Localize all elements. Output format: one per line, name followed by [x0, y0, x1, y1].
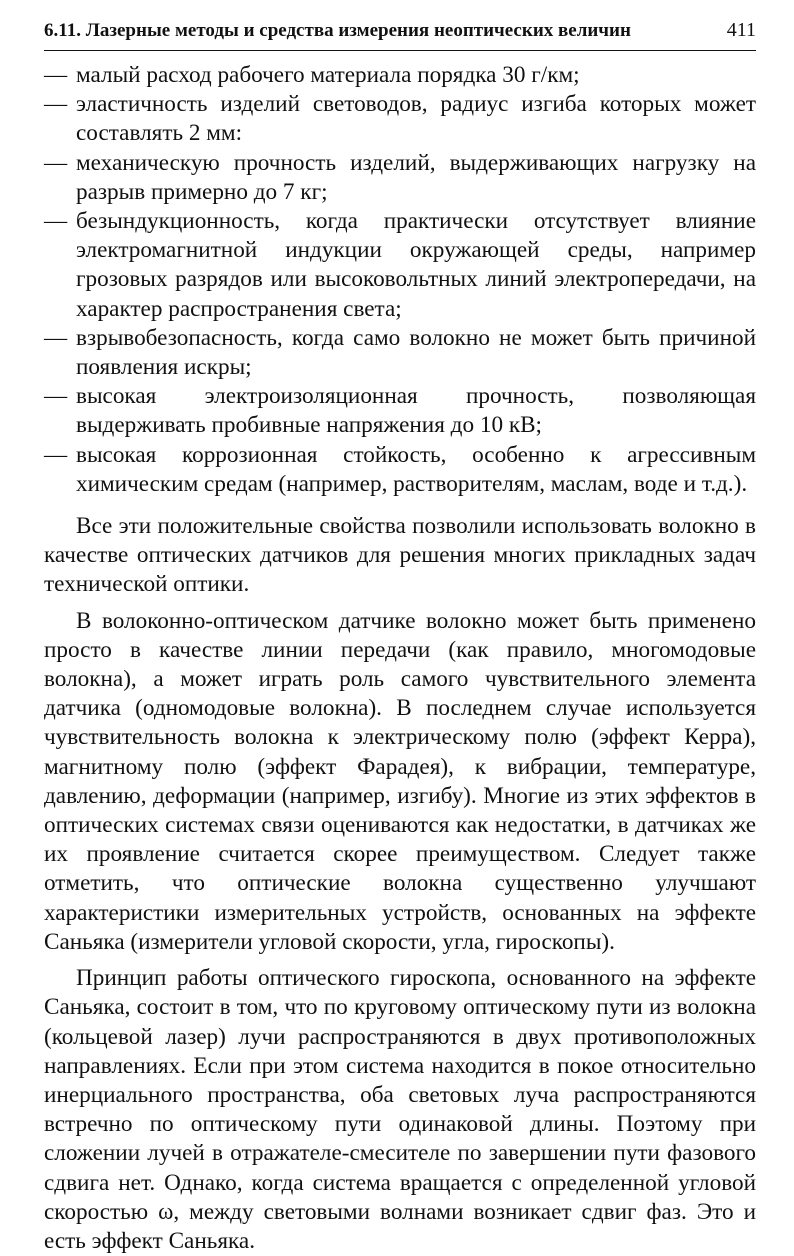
list-item-text: малый расход рабочего материала порядка 30 г/км;	[76, 62, 580, 88]
list-item	[44, 61, 756, 90]
list-dash: —	[44, 62, 68, 88]
properties-list	[44, 61, 756, 499]
list-dash: —	[44, 324, 68, 351]
paragraph-gyroscope-principle: Принцип работы оптического гироскопа, основанного на эффекте Саньяка, состоит в том, что по круговому оптическому пути из волокна (кольцевой лазер) лучи распространяются в двух противоположных направлениях. Если при этом система находится в покое относительно инерциального пространства, оба световых луча распространяются встречно по оптическому пути одинаковой длины. Поэтому при сложении лучей в отражателе-смесителе по завершении пути фазового сдвига нет. Однако, когда система вращается с определенной угловой скоростью ω, между световыми волнами возникает сдвиг фаз. Это и есть эффект Саньяка.	[44, 965, 756, 1254]
list-dash: —	[44, 441, 68, 468]
list-item	[44, 382, 756, 440]
paragraph-sensor-types: В волоконно-оптическом датчике волокно может быть применено просто в качестве линии передачи (как правило, многомодовые волокна), а может играть роль самого чувствительного элемента датчика (одномодовые волокна). В последнем случае используется чувствительность волокна к электрическому полю (эффект Керра), магнитному полю (эффект Фарадея), к вибрации, температуре, давлению, деформации (например, изгибу). Многие из этих эффектов в оптических системах связи оцениваются как недостатки, в датчиках же их проявление считается скорее преимуществом. Следует также отметить, что оптические волокна существенно улучшают характеристики измерительных устройств, основанных на эффекте Саньяка (измерители угловой скорости, угла, гироскопы).	[44, 607, 756, 955]
list-item-text: безындукционность, когда практически отсутствует влияние электромагнитной индукции окружающей среды, например грозовых разрядов или высоковольтных линий электропередачи, на характер распространения света;	[76, 208, 756, 322]
list-item	[44, 324, 756, 382]
list-item	[44, 149, 756, 207]
list-item-text: взрывобезопасность, когда само волокно не может быть причиной появления искры;	[76, 324, 756, 381]
list-item-text: высокая коррозионная стойкость, особенно к агрессивным химическим средам (например, растворителям, маслам, воде и т.д.).	[76, 441, 756, 497]
page-number: 411	[726, 19, 756, 41]
book-page	[44, 18, 756, 1256]
list-dash: —	[44, 91, 68, 118]
list-dash: —	[44, 149, 68, 176]
list-item	[44, 90, 756, 148]
list-item	[44, 207, 756, 324]
list-item-text: механическую прочность изделий, выдерживающих нагрузку на разрыв примерно до 7 кг;	[76, 149, 756, 205]
running-header	[44, 18, 756, 51]
list-item	[44, 441, 756, 499]
list-dash: —	[44, 383, 68, 410]
list-item-text: эластичность изделий световодов, радиус изгиба которых может составлять 2 мм:	[76, 91, 756, 147]
paragraph-fiber-sensors: Все эти положительные свойства позволили использовать волокно в качестве оптических датчиков для решения многих прикладных задач технической оптики.	[44, 513, 756, 598]
list-item-text: высокая электроизоляционная прочность, позволяющая выдерживать пробивные напряжения до 10 кВ;	[76, 383, 756, 439]
page-body	[44, 61, 756, 1256]
section-title: 6.11. Лазерные методы и средства измерения неоптических величин	[44, 20, 631, 41]
list-dash: —	[44, 208, 68, 235]
